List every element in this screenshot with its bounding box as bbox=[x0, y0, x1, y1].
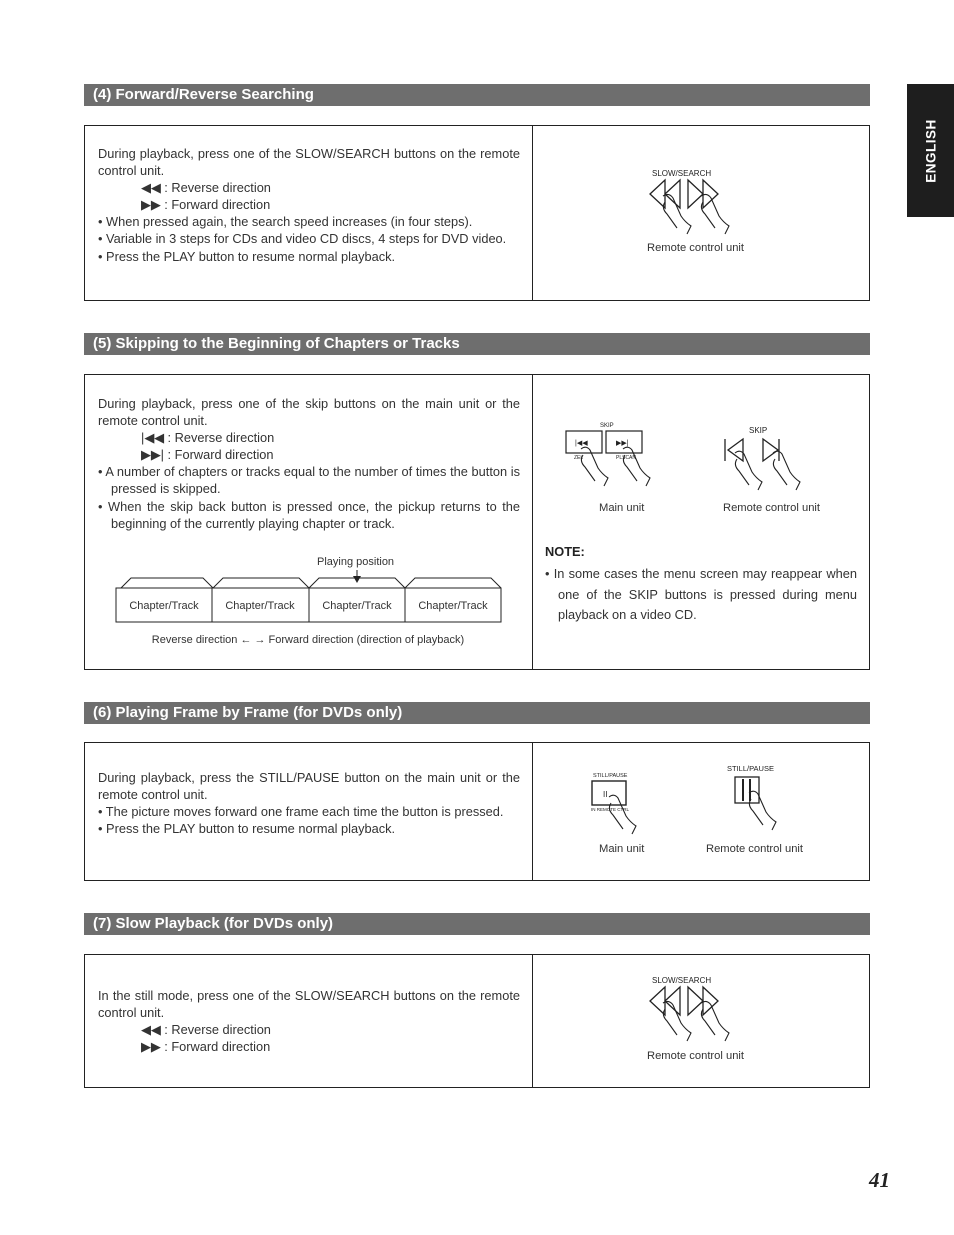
main-unit-still-pause-illustration bbox=[585, 769, 675, 849]
section-4-bullet-2: • Variable in 3 steps for CDs and video CD discs, 4 steps for DVD video. bbox=[98, 231, 507, 247]
page-number: 41 bbox=[869, 1168, 890, 1192]
chapter-track-diagram bbox=[107, 550, 507, 650]
main-skip-small-left: ZEL bbox=[574, 455, 584, 461]
section-5-bullet-1: • A number of chapters or tracks equal to the number of times the button is pressed is skipped. bbox=[98, 464, 520, 497]
chapter-track-4: Chapter/Track bbox=[418, 600, 488, 612]
note-title: NOTE: bbox=[545, 544, 585, 559]
main-skip-label: SKIP bbox=[600, 423, 614, 429]
section-5-bullet-2: • When the skip back button is pressed once, the pickup returns to the beginning of the currently playing chapter or track. bbox=[98, 498, 520, 531]
section-4-box bbox=[84, 125, 870, 301]
remote-skip-illustration bbox=[715, 419, 845, 503]
section-5-main-caption: Main unit bbox=[599, 502, 645, 514]
section-7-forward: ▶▶ : Forward direction bbox=[141, 1039, 271, 1055]
chapter-track-1: Chapter/Track bbox=[129, 600, 199, 612]
section-7-intro: In the still mode, press one of the SLOW/SEARCH buttons on the remote control unit. bbox=[98, 988, 520, 1021]
main-skip-small-right: PLSCAN bbox=[616, 455, 637, 461]
remote-still-pause-illustration bbox=[723, 761, 813, 845]
section-5-text bbox=[98, 395, 520, 532]
section-5-remote-caption: Remote control unit bbox=[723, 502, 821, 514]
section-4-bullet-3: • Press the PLAY button to resume normal playback. bbox=[98, 248, 396, 264]
section-4-forward: ▶▶ : Forward direction bbox=[141, 197, 271, 213]
slow-search-buttons-illustration bbox=[625, 162, 765, 242]
svg-text:|◀◀: |◀◀ bbox=[575, 440, 588, 447]
slow-search-buttons-illustration-2 bbox=[625, 971, 765, 1051]
direction-legend: Reverse direction ← → Forward direction (direction of playback) bbox=[151, 634, 465, 646]
section-4-heading: (4) Forward/Reverse Searching bbox=[84, 84, 870, 106]
chapter-track-3: Chapter/Track bbox=[322, 600, 392, 612]
svg-text:II: II bbox=[603, 790, 608, 799]
section-4-intro: During playback, press one of the SLOW/SEARCH buttons on the remote control unit. bbox=[98, 146, 520, 179]
section-6-bullet-1: • The picture moves forward one frame each time the button is pressed. bbox=[98, 804, 504, 820]
section-7-reverse: ◀◀ : Reverse direction bbox=[141, 1022, 271, 1038]
section-4-bullet-1: • When pressed again, the search speed increases (in four steps). bbox=[98, 214, 473, 230]
section-5-box bbox=[84, 374, 870, 670]
svg-text:▶▶|: ▶▶| bbox=[616, 440, 629, 447]
section-7-box bbox=[84, 954, 870, 1088]
section-5-intro: During playback, press one of the skip buttons on the main unit or the remote control unit. bbox=[98, 396, 520, 429]
section-7-text bbox=[98, 987, 520, 1055]
main-still-pause-label: STILL/PAUSE bbox=[593, 773, 628, 779]
section-4-reverse: ◀◀ : Reverse direction bbox=[141, 180, 271, 196]
section-6-main-caption: Main unit bbox=[599, 843, 645, 855]
section-4-caption: Remote control unit bbox=[647, 242, 745, 254]
remote-skip-label: SKIP bbox=[749, 426, 768, 435]
language-tab-label: ENGLISH bbox=[923, 118, 938, 183]
section-6-intro: During playback, press the STILL/PAUSE button on the main unit or the remote control unit. bbox=[98, 770, 520, 803]
section-5-heading: (5) Skipping to the Beginning of Chapters or Tracks bbox=[84, 333, 870, 355]
section-6-heading: (6) Playing Frame by Frame (for DVDs only) bbox=[84, 702, 870, 724]
section-7-heading: (7) Slow Playback (for DVDs only) bbox=[84, 913, 870, 935]
section-7-caption: Remote control unit bbox=[647, 1050, 745, 1062]
section-6-bullet-2: • Press the PLAY button to resume normal playback. bbox=[98, 821, 396, 837]
slow-search-label: SLOW/SEARCH bbox=[652, 169, 712, 178]
section-5-reverse: |◀◀ : Reverse direction bbox=[141, 430, 275, 446]
section-6-text bbox=[98, 769, 520, 837]
note-body bbox=[545, 564, 857, 626]
section-4-text bbox=[98, 145, 520, 265]
section-6-box bbox=[84, 742, 870, 881]
remote-still-pause-label: STILL/PAUSE bbox=[727, 764, 774, 773]
section-5-forward: ▶▶| : Forward direction bbox=[141, 447, 274, 463]
playing-position-label: Playing position bbox=[317, 556, 395, 568]
section-6-remote-caption: Remote control unit bbox=[706, 843, 804, 855]
chapter-track-2: Chapter/Track bbox=[225, 600, 295, 612]
slow-search-label-2: SLOW/SEARCH bbox=[652, 976, 712, 985]
note-text: • In some cases the menu screen may reappear when one of the SKIP buttons is pressed during menu playback on a video CD. bbox=[545, 566, 857, 622]
main-unit-skip-illustration bbox=[561, 419, 691, 503]
language-tab bbox=[907, 84, 954, 217]
main-still-pause-sub: IN REMOTE CTRL bbox=[591, 807, 630, 812]
